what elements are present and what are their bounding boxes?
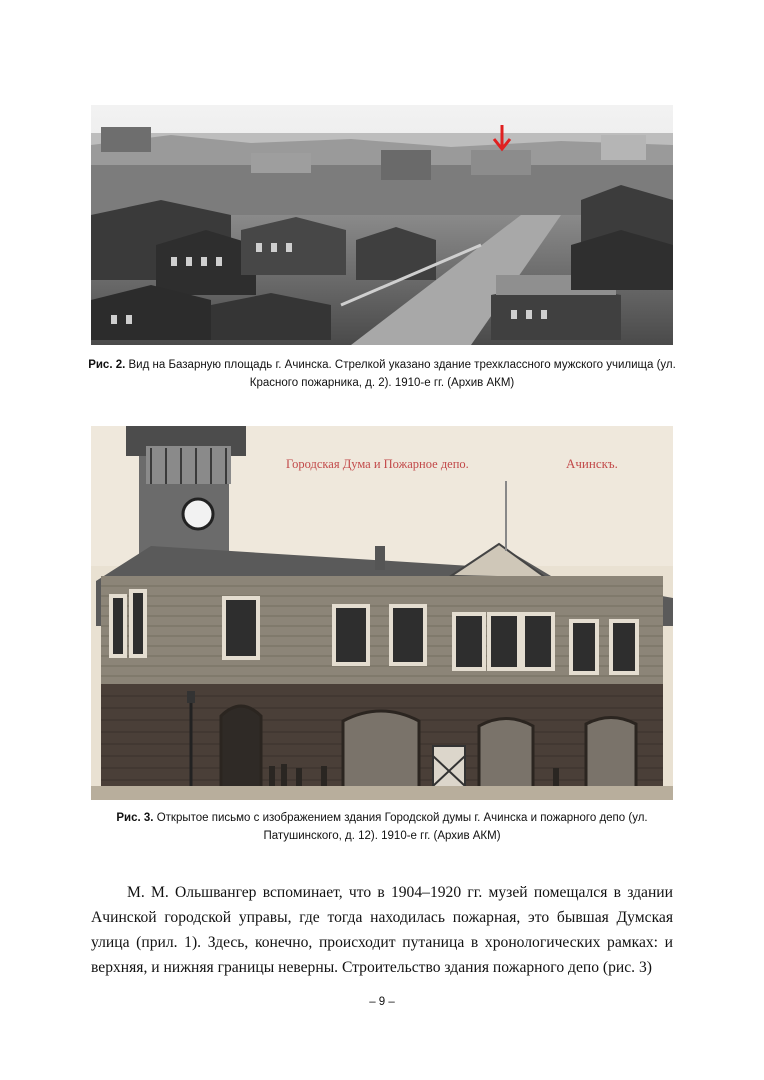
archival-postcard-icon xyxy=(91,426,673,800)
archival-photo-icon xyxy=(91,105,673,345)
body-paragraph: М. М. Ольшвангер вспоминает, что в 1904–1920 гг. музей помещался в здании Ачинской городской управы, где тогда находилась пожарная, это бывшая Думская улица (прил. 1). Здесь, конечно, происходит путаница в хронологических рамках: и верхняя, и нижняя границы неверны. Строительство здания пожарного депо (рис. 3) xyxy=(91,884,673,976)
figure-3-postcard xyxy=(91,426,673,800)
figure-2-label: Рис. 2. xyxy=(88,359,126,371)
figure-3-label: Рис. 3. xyxy=(116,812,154,824)
figure-3-caption-text: Открытое письмо с изображением здания Городской думы г. Ачинска и пожарного депо (ул. Патушинского, д. 12). 1910-е гг. (Архив АКМ) xyxy=(156,812,648,842)
figure-2-photo xyxy=(91,105,673,345)
postcard-city-text: Ачинскъ. xyxy=(566,456,618,471)
figure-2-caption xyxy=(80,356,684,392)
figure-2-caption-text: Вид на Базарную площадь г. Ачинска. Стрелкой указано здание трехклассного мужского училища (ул. Красного пожарника, д. 2). 1910-е гг. (Архив АКМ) xyxy=(128,359,676,389)
postcard-title-text: Городская Дума и Пожарное депо. xyxy=(286,457,469,471)
clock-icon xyxy=(183,499,213,529)
figure-3-caption xyxy=(80,809,684,845)
page-number: – 9 – xyxy=(369,996,395,1008)
body-text xyxy=(91,880,673,980)
